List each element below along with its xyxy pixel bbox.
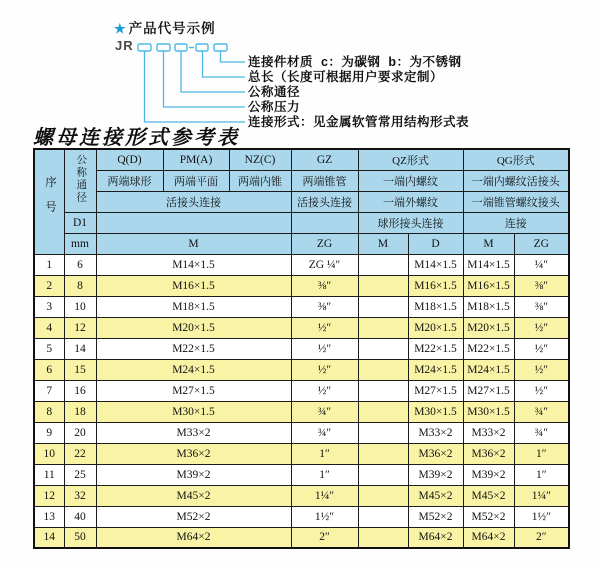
table-cell: 22	[64, 443, 96, 464]
header-zg: ZG	[291, 233, 358, 254]
table-cell: M20×1.5	[463, 317, 514, 338]
code-box-1	[138, 44, 151, 51]
label-material: 连接件材质 c：为碳钢 b：为不锈钢	[248, 55, 462, 69]
table-cell: ½″	[291, 380, 358, 401]
header-qg-desc1: 一端内螺纹活接头	[463, 170, 569, 191]
header-d1: D1	[64, 212, 96, 233]
table-cell: M33×2	[96, 422, 291, 443]
table-cell: M14×1.5	[408, 254, 463, 275]
header-qz-desc3: 球形接头连接	[358, 212, 463, 233]
table-cell	[358, 254, 408, 275]
table-cell: 8	[64, 275, 96, 296]
table-cell: M33×2	[463, 422, 514, 443]
table-cell: 1″	[291, 443, 358, 464]
table-row	[34, 254, 569, 275]
header-qz-desc1: 一端内螺纹	[358, 170, 463, 191]
table-cell: M24×1.5	[408, 359, 463, 380]
header-empty-m	[96, 212, 291, 233]
header-row-3	[34, 191, 569, 212]
header-col-qg: QG形式	[463, 149, 569, 170]
table-cell: M14×1.5	[96, 254, 291, 275]
table-cell: 2	[34, 275, 64, 296]
table-cell: M27×1.5	[408, 380, 463, 401]
table-cell: M22×1.5	[96, 338, 291, 359]
table-cell: ⅜″	[291, 296, 358, 317]
table-cell: 2″	[514, 527, 569, 548]
table-cell: 1″	[514, 443, 569, 464]
table-cell: M30×1.5	[96, 401, 291, 422]
table-cell: M22×1.5	[463, 338, 514, 359]
table-cell: M64×2	[463, 527, 514, 548]
table-cell: M30×1.5	[408, 401, 463, 422]
table-cell: 9	[34, 422, 64, 443]
table-cell: M45×2	[463, 485, 514, 506]
table-cell: M39×2	[463, 464, 514, 485]
header-qz-desc2: 一端外螺纹	[358, 191, 463, 212]
table-cell: 3	[34, 296, 64, 317]
table-cell: ¾″	[291, 422, 358, 443]
table-cell	[358, 401, 408, 422]
table-cell: M18×1.5	[463, 296, 514, 317]
header-union-conn: 活接头连接	[96, 191, 291, 212]
label-pressure: 公称压力	[248, 100, 301, 114]
table-row	[34, 506, 569, 527]
table-cell: M52×2	[408, 506, 463, 527]
table-cell: 6	[64, 254, 96, 275]
table-cell: M20×1.5	[408, 317, 463, 338]
table-cell: 15	[64, 359, 96, 380]
table-row	[34, 317, 569, 338]
table-cell: ½″	[514, 359, 569, 380]
table-cell: M20×1.5	[96, 317, 291, 338]
header-seq	[34, 149, 64, 254]
table-body	[34, 254, 569, 548]
table-cell: 1″	[514, 464, 569, 485]
diagram-title-text: 产品代号示例	[128, 21, 216, 36]
table-cell: M27×1.5	[96, 380, 291, 401]
table-cell: M36×2	[463, 443, 514, 464]
label-conn-form: 连接形式：见金属软管常用结构形式表	[248, 115, 470, 129]
header-nz-desc: 两端内锥	[229, 170, 291, 191]
header-gz-union: 活接头连接	[291, 191, 358, 212]
header-col-nz: NZ(C)	[229, 149, 291, 170]
table-cell: M16×1.5	[96, 275, 291, 296]
table-cell: 7	[34, 380, 64, 401]
header-qg-m: M	[463, 233, 514, 254]
table-cell: 1	[34, 254, 64, 275]
header-col-qz: QZ形式	[358, 149, 463, 170]
label-diameter: 公称通径	[248, 85, 301, 99]
table-cell: M45×2	[96, 485, 291, 506]
table-cell: ¾″	[514, 401, 569, 422]
table-row	[34, 443, 569, 464]
header-qz-d: D	[408, 233, 463, 254]
table-cell: 40	[64, 506, 96, 527]
table-cell: 14	[34, 527, 64, 548]
table-cell: M27×1.5	[463, 380, 514, 401]
table-cell: ½″	[291, 338, 358, 359]
table-row	[34, 296, 569, 317]
table-cell: 6	[34, 359, 64, 380]
table-cell: M36×2	[408, 443, 463, 464]
header-col-pm: PM(A)	[163, 149, 229, 170]
header-qg-desc3: 连接	[463, 212, 569, 233]
table-cell: M33×2	[408, 422, 463, 443]
table-cell	[358, 506, 408, 527]
table-cell	[358, 443, 408, 464]
table-cell: ½″	[514, 317, 569, 338]
header-qg-zg: ZG	[514, 233, 569, 254]
table-cell: 18	[64, 401, 96, 422]
table-cell: 32	[64, 485, 96, 506]
table-cell: 4	[34, 317, 64, 338]
leader-line-pressure	[164, 51, 246, 107]
table-cell: 1″	[291, 464, 358, 485]
table-cell: 8	[34, 401, 64, 422]
table-cell: ⅜″	[514, 296, 569, 317]
table-cell: 50	[64, 527, 96, 548]
table-cell: ½″	[291, 317, 358, 338]
table-cell: 13	[34, 506, 64, 527]
code-boxes	[138, 44, 227, 51]
table-cell: 16	[64, 380, 96, 401]
code-box-5	[214, 44, 227, 51]
table-row	[34, 464, 569, 485]
table-cell: 12	[34, 485, 64, 506]
table-row	[34, 485, 569, 506]
table-cell	[358, 464, 408, 485]
header-row-5	[34, 233, 569, 254]
table-cell: ½″	[514, 338, 569, 359]
table-cell	[358, 275, 408, 296]
leader-lines	[145, 51, 246, 122]
table-row	[34, 275, 569, 296]
table-cell	[358, 296, 408, 317]
header-m-group: M	[96, 233, 291, 254]
header-gz-desc: 两端锥管	[291, 170, 358, 191]
leader-line-material	[221, 51, 246, 62]
table-row	[34, 401, 569, 422]
table-cell: M52×2	[96, 506, 291, 527]
table-cell: M45×2	[408, 485, 463, 506]
table-cell: ½″	[514, 380, 569, 401]
table-cell: 10	[64, 296, 96, 317]
table-cell	[358, 527, 408, 548]
header-qg-desc2: 一端锥管螺纹接头	[463, 191, 569, 212]
product-code-prefix: JR	[115, 38, 134, 53]
header-row-4	[34, 212, 569, 233]
table-row	[34, 338, 569, 359]
table-cell: M36×2	[96, 443, 291, 464]
table-cell: 12	[64, 317, 96, 338]
table-cell: 1½″	[291, 506, 358, 527]
table-cell: ½″	[291, 359, 358, 380]
table-cell	[358, 485, 408, 506]
table-cell: ZG ¼″	[291, 254, 358, 275]
table-cell: ¼″	[514, 254, 569, 275]
header-empty-gz	[291, 212, 358, 233]
table-row	[34, 422, 569, 443]
code-box-4	[196, 44, 208, 51]
header-col-gz: GZ	[291, 149, 358, 170]
table-cell: M64×2	[408, 527, 463, 548]
table-row	[34, 527, 569, 548]
header-q-desc: 两端球形	[96, 170, 163, 191]
table-cell: M30×1.5	[463, 401, 514, 422]
table-cell: ⅜″	[514, 275, 569, 296]
table-cell: M24×1.5	[463, 359, 514, 380]
table-cell: M14×1.5	[463, 254, 514, 275]
table-cell: ¾″	[291, 401, 358, 422]
table-cell: M16×1.5	[463, 275, 514, 296]
table-title: 螺母连接形式参考表	[33, 127, 240, 149]
table-cell	[358, 338, 408, 359]
header-seq-text: 序号	[44, 175, 56, 225]
table-cell: 10	[34, 443, 64, 464]
table-cell: ⅜″	[291, 275, 358, 296]
table-cell: M18×1.5	[408, 296, 463, 317]
table-cell: M39×2	[96, 464, 291, 485]
table-cell	[358, 422, 408, 443]
header-row-2	[34, 170, 569, 191]
header-row-1	[34, 149, 569, 170]
table-cell: M52×2	[463, 506, 514, 527]
table-cell: M24×1.5	[96, 359, 291, 380]
table-cell: ¾″	[514, 422, 569, 443]
header-diameter-text: 公称通径	[75, 154, 87, 205]
table-cell: 1¼″	[291, 485, 358, 506]
leader-line-diameter	[181, 51, 245, 92]
table-cell	[358, 380, 408, 401]
label-length: 总长（长度可根据用户要求定制）	[248, 70, 444, 84]
table-cell: 2″	[291, 527, 358, 548]
header-col-q: Q(D)	[96, 149, 163, 170]
table-cell: 5	[34, 338, 64, 359]
table-cell	[358, 317, 408, 338]
leader-line-length	[203, 51, 246, 77]
table-cell: M64×2	[96, 527, 291, 548]
table-cell	[358, 359, 408, 380]
table-cell: M18×1.5	[96, 296, 291, 317]
header-mm: mm	[64, 233, 96, 254]
table-cell: 1½″	[514, 506, 569, 527]
table-row	[34, 380, 569, 401]
table-cell: 25	[64, 464, 96, 485]
header-diameter	[64, 149, 96, 212]
code-box-2	[157, 44, 170, 51]
table-cell: 14	[64, 338, 96, 359]
code-box-3	[175, 44, 187, 51]
nut-connection-table	[33, 148, 570, 549]
header-qz-m: M	[358, 233, 408, 254]
table-row	[34, 359, 569, 380]
table-cell: 20	[64, 422, 96, 443]
table-header	[34, 149, 569, 254]
star-icon: ★	[114, 21, 127, 36]
table-cell: M16×1.5	[408, 275, 463, 296]
table-cell: 11	[34, 464, 64, 485]
table-cell: M22×1.5	[408, 338, 463, 359]
header-pm-desc: 两端平面	[163, 170, 229, 191]
table-cell: 1¼″	[514, 485, 569, 506]
table-cell: M39×2	[408, 464, 463, 485]
